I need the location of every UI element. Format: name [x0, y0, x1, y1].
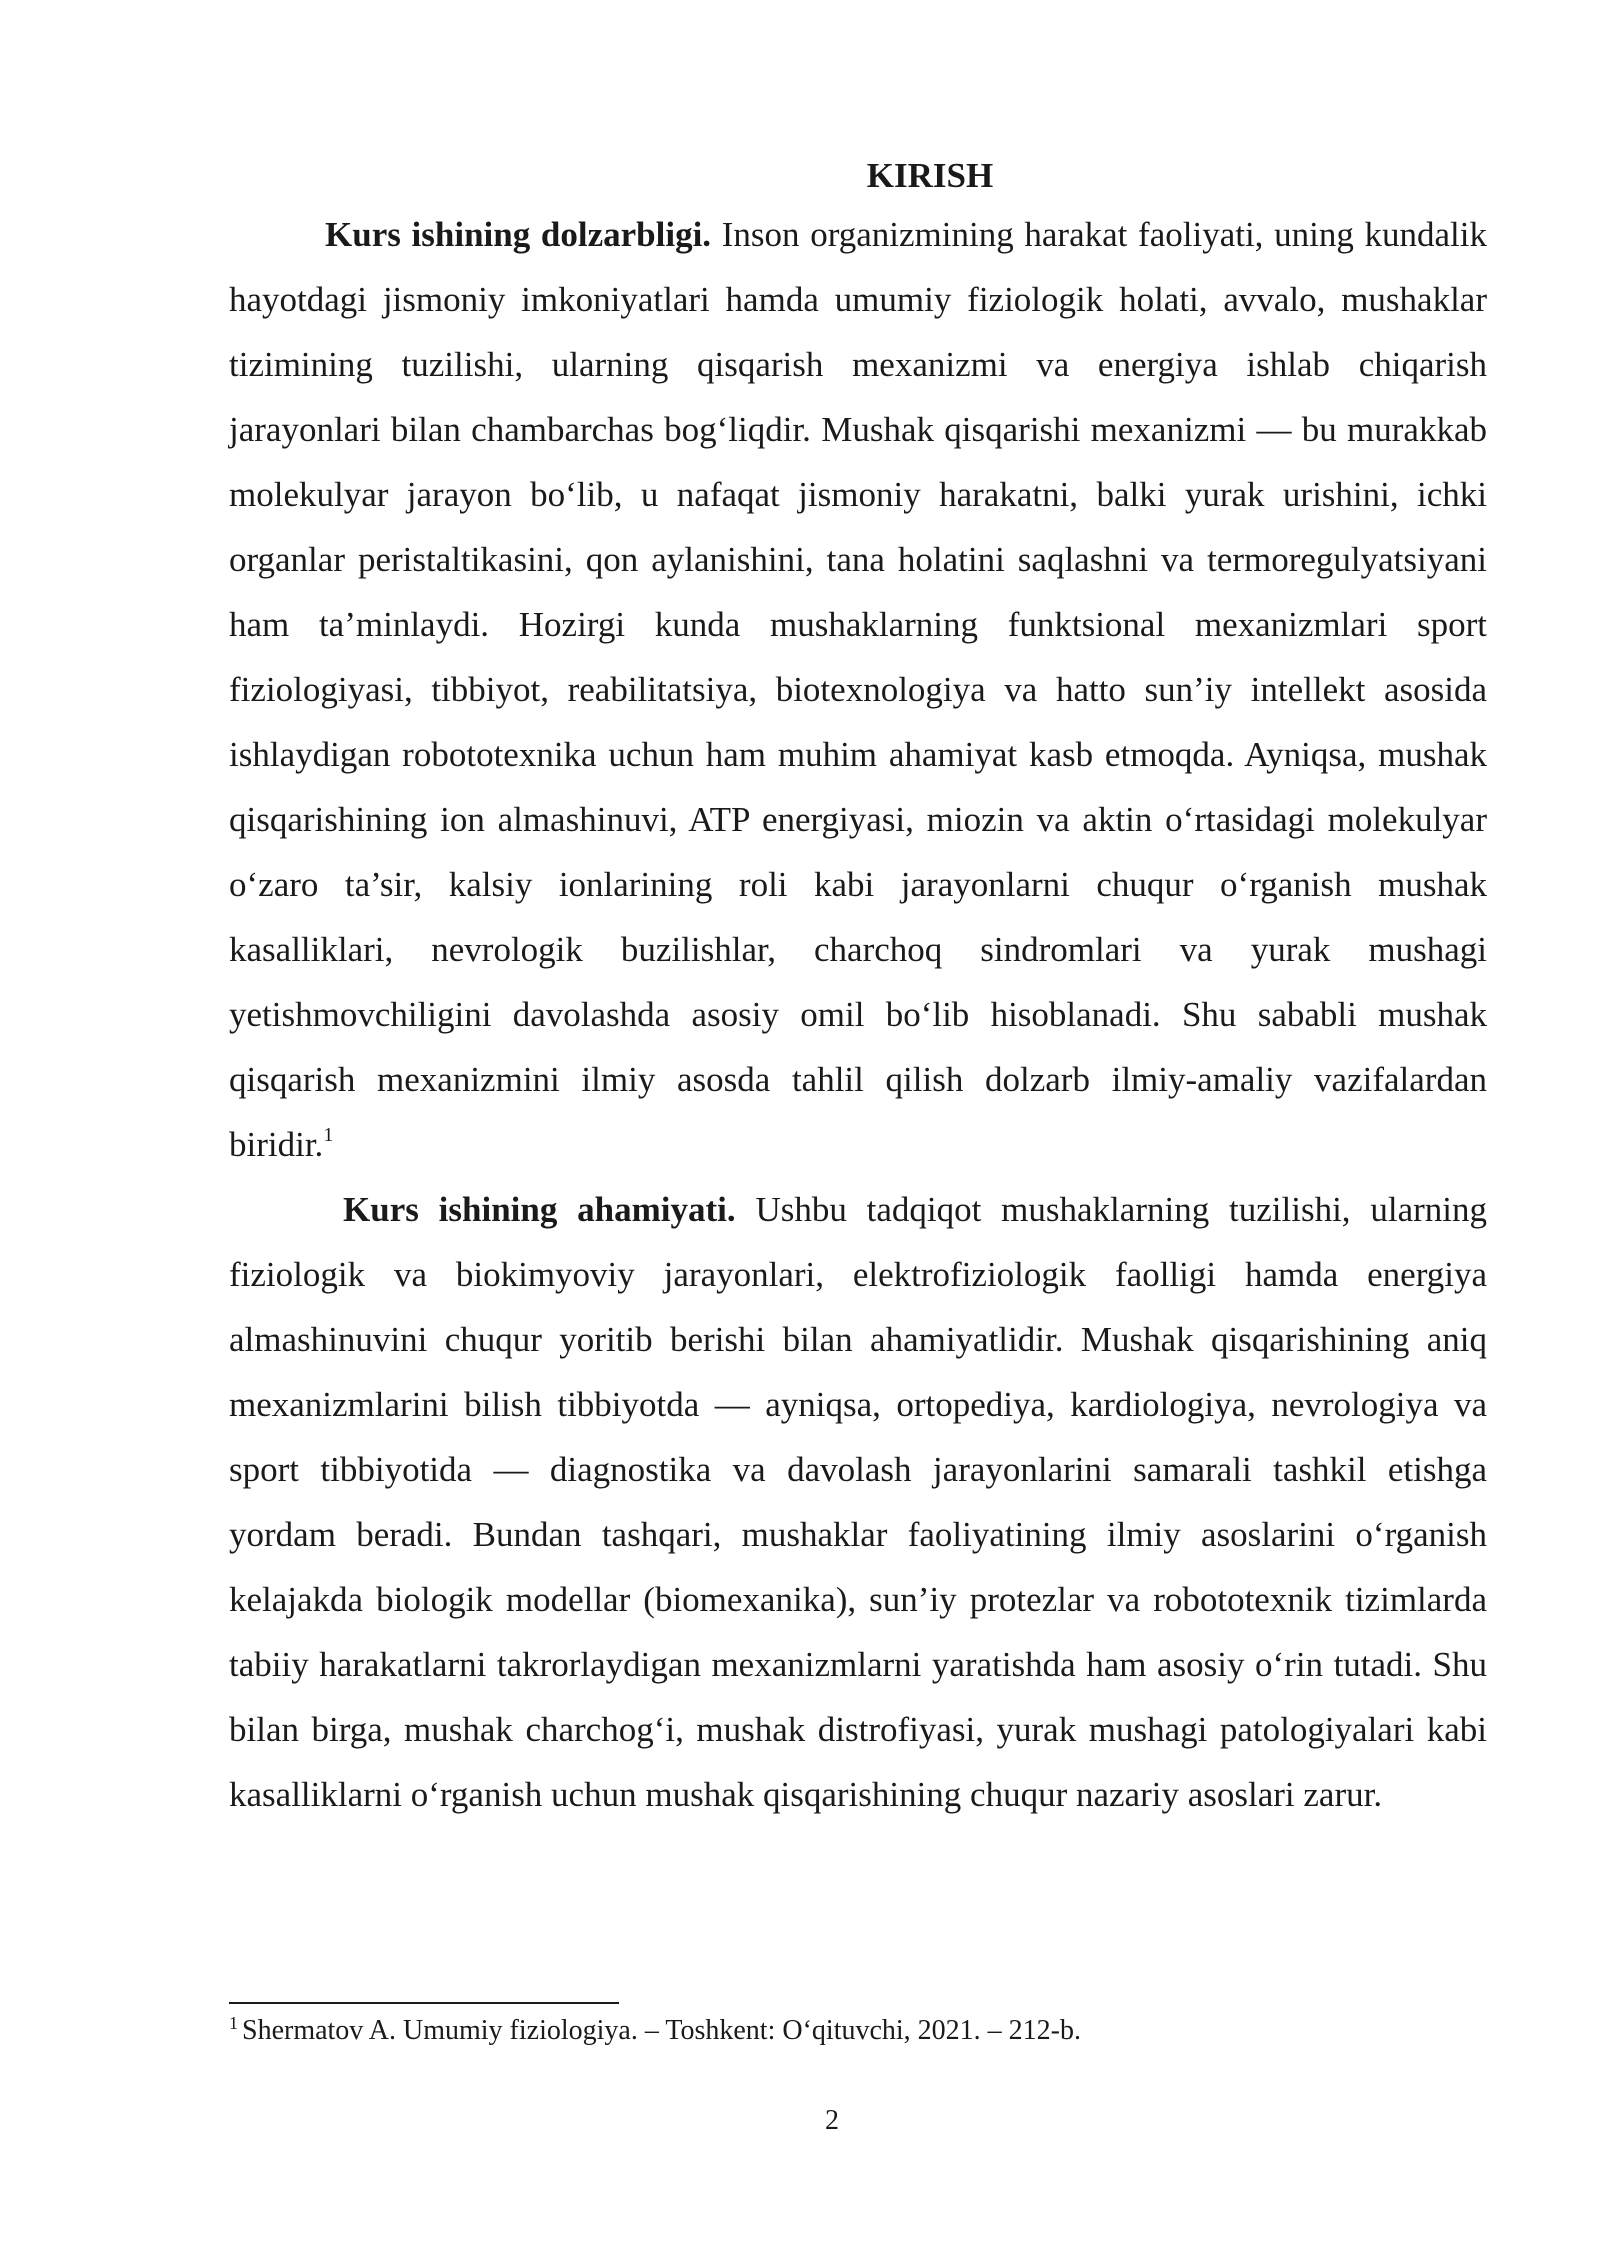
paragraph-relevance [229, 202, 1487, 1177]
footnote-marker: 1 [229, 2012, 238, 2033]
paragraph-body-significance: Ushbu tadqiqot mushaklarning tuzilishi, ularning fiziologik va biokimyoviy jarayonlari, elektrofiziologik faolligi hamda energiya almashinuvini chuqur yoritib berishi bilan ahamiyatlidir. Mushak qisqarishining aniq mexanizmlarini bilish tibbiyotda — ayniqsa, ortopediya, kardiologiya, nevrologiya va sport tibbiyotida — diagnostika va davolash jarayonlarini samarali tashkil etishga yordam beradi. Bundan tashqari, mushaklar faoliyatining ilmiy asoslarini o‘rganish kelajakda biologik modellar (biomexanika), sun’iy protezlar va robototexnik tizimlarda tabiiy harakatlarni takrorlaydigan mexanizmlarni yaratishda ham asosiy o‘rin tutadi. Shu bilan birga, mushak charchog‘i, mushak distrofiyasi, yurak mushagi patologiyalari kabi kasalliklarni o‘rganish uchun mushak qisqarishining chuqur nazariy asoslari zarur. [229, 1190, 1487, 1814]
paragraph-significance [229, 1177, 1487, 1827]
footnote-divider [229, 2002, 619, 2004]
paragraph-lead-relevance: Kurs ishining dolzarbligi. [325, 215, 712, 254]
page-number: 2 [825, 2105, 839, 2136]
footnote-reference[interactable]: 1 [323, 1124, 334, 1147]
paragraph-lead-significance: Kurs ishining ahamiyati. [343, 1190, 736, 1229]
main-text [229, 150, 1487, 1827]
footnote [229, 2012, 1487, 2050]
paragraph-body-relevance: Inson organizmining harakat faoliyati, uning kundalik hayotdagi jismoniy imkoniyatlari hamda umumiy fiziologik holati, avvalo, mushaklar tizimining tuzilishi, ularning qisqarish mexanizmi va energiya ishlab chiqarish jarayonlari bilan chambarchas bog‘liqdir. Mushak qisqarishi mexanizmi — bu murakkab molekulyar jarayon bo‘lib, u nafaqat jismoniy harakatni, balki yurak urishini, ichki organlar peristaltikasini, qon aylanishini, tana holatini saqlashni va termoregulyatsiyani ham ta’minlaydi. Hozirgi kunda mushaklarning funktsional mexanizmlari sport fiziologiyasi, tibbiyot, reabilitatsiya, biotexnologiya va hatto sun’iy intellekt asosida ishlaydigan robototexnika uchun ham muhim ahamiyat kasb etmoqda. Ayniqsa, mushak qisqarishining ion almashinuvi, ATP energiyasi, miozin va aktin o‘rtasidagi molekulyar o‘zaro ta’sir, kalsiy ionlarining roli kabi jarayonlarni chuqur o‘rganish mushak kasalliklari, nevrologik buzilishlar, charchoq sindromlari va yurak mushagi yetishmovchiligini davolashda asosiy omil bo‘lib hisoblanadi. Shu sababli mushak qisqarish mexanizmini ilmiy asosda tahlil qilish dolzarb ilmiy-amaliy vazifalardan biridir. [229, 215, 1488, 1164]
footnote-text: Shermatov A. Umumiy fiziologiya. – Toshkent: O‘qituvchi, 2021. – 212-b. [242, 2015, 1082, 2046]
section-heading: KIRISH [866, 156, 994, 195]
